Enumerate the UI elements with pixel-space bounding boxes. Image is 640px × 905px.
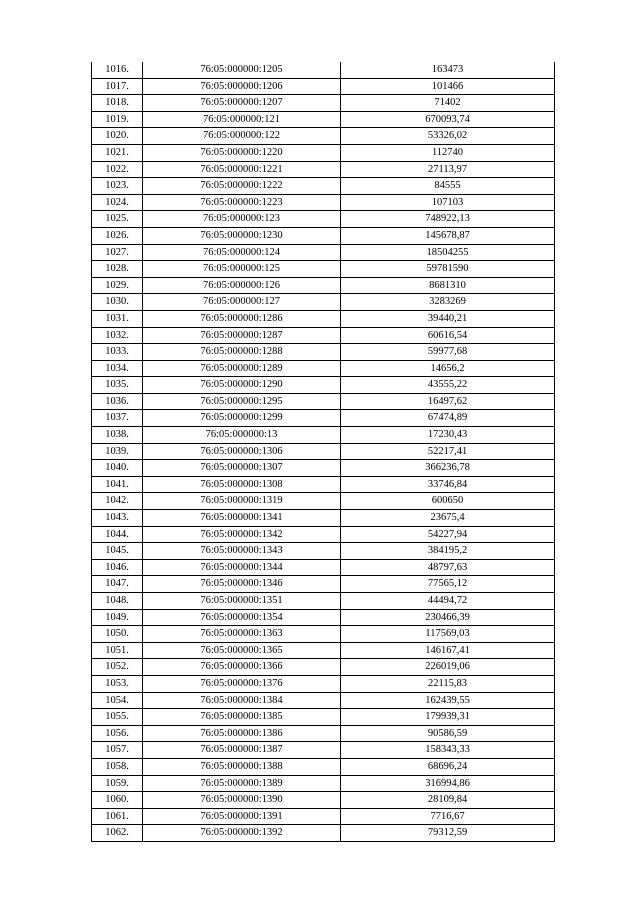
cadastral-number-cell: 76:05:000000:1290 bbox=[143, 377, 341, 394]
cadastral-value-cell: 27113,97 bbox=[341, 161, 555, 178]
table-row bbox=[92, 327, 555, 344]
cadastral-number-cell: 76:05:000000:1206 bbox=[143, 78, 341, 95]
row-number-cell: 1048. bbox=[92, 593, 143, 610]
cadastral-value-cell: 54227,94 bbox=[341, 526, 555, 543]
table-row bbox=[92, 510, 555, 527]
table-row bbox=[92, 775, 555, 792]
cadastral-number-cell: 76:05:000000:1392 bbox=[143, 825, 341, 842]
table-row bbox=[92, 808, 555, 825]
cadastral-value-cell: 117569,03 bbox=[341, 626, 555, 643]
cadastral-value-cell: 316994,86 bbox=[341, 775, 555, 792]
cadastral-number-cell: 76:05:000000:1288 bbox=[143, 344, 341, 361]
cadastral-number-cell: 76:05:000000:1306 bbox=[143, 443, 341, 460]
row-number-cell: 1017. bbox=[92, 78, 143, 95]
cadastral-value-cell: 748922,13 bbox=[341, 211, 555, 228]
cadastral-value-cell: 18504255 bbox=[341, 244, 555, 261]
table-row bbox=[92, 62, 555, 78]
cadastral-value-cell: 90586,59 bbox=[341, 725, 555, 742]
cadastral-number-cell: 76:05:000000:1388 bbox=[143, 758, 341, 775]
cadastral-number-cell: 76:05:000000:1341 bbox=[143, 510, 341, 527]
row-number-cell: 1016. bbox=[92, 62, 143, 78]
row-number-cell: 1045. bbox=[92, 543, 143, 560]
cadastral-value-cell: 226019,06 bbox=[341, 659, 555, 676]
cadastral-number-cell: 76:05:000000:1351 bbox=[143, 593, 341, 610]
cadastral-number-cell: 76:05:000000:1386 bbox=[143, 725, 341, 742]
row-number-cell: 1019. bbox=[92, 111, 143, 128]
table-row bbox=[92, 377, 555, 394]
table-row bbox=[92, 526, 555, 543]
cadastral-value-cell: 107103 bbox=[341, 194, 555, 211]
row-number-cell: 1055. bbox=[92, 709, 143, 726]
cadastral-value-cell: 146167,41 bbox=[341, 642, 555, 659]
table-row bbox=[92, 294, 555, 311]
table-row bbox=[92, 244, 555, 261]
table-row bbox=[92, 427, 555, 444]
cadastral-value-cell: 59781590 bbox=[341, 261, 555, 278]
cadastral-value-cell: 163473 bbox=[341, 62, 555, 78]
cadastral-value-cell: 53326,02 bbox=[341, 128, 555, 145]
row-number-cell: 1031. bbox=[92, 310, 143, 327]
cadastral-number-cell: 76:05:000000:126 bbox=[143, 277, 341, 294]
cadastral-number-cell: 76:05:000000:1344 bbox=[143, 559, 341, 576]
cadastral-number-cell: 76:05:000000:1221 bbox=[143, 161, 341, 178]
cadastral-number-cell: 76:05:000000:1230 bbox=[143, 227, 341, 244]
row-number-cell: 1022. bbox=[92, 161, 143, 178]
cadastral-number-cell: 76:05:000000:1365 bbox=[143, 642, 341, 659]
cadastral-number-cell: 76:05:000000:1295 bbox=[143, 393, 341, 410]
row-number-cell: 1059. bbox=[92, 775, 143, 792]
table-row bbox=[92, 559, 555, 576]
cadastral-value-cell: 16497,62 bbox=[341, 393, 555, 410]
row-number-cell: 1018. bbox=[92, 95, 143, 112]
row-number-cell: 1029. bbox=[92, 277, 143, 294]
table-row bbox=[92, 642, 555, 659]
cadastral-value-cell: 162439,55 bbox=[341, 692, 555, 709]
table-row bbox=[92, 261, 555, 278]
cadastral-number-cell: 76:05:000000:1287 bbox=[143, 327, 341, 344]
table-row bbox=[92, 161, 555, 178]
cadastral-value-cell: 43555,22 bbox=[341, 377, 555, 394]
row-number-cell: 1054. bbox=[92, 692, 143, 709]
table-row bbox=[92, 626, 555, 643]
cadastral-number-cell: 76:05:000000:1307 bbox=[143, 460, 341, 477]
cadastral-value-cell: 59977,68 bbox=[341, 344, 555, 361]
row-number-cell: 1034. bbox=[92, 360, 143, 377]
cadastral-value-cell: 3283269 bbox=[341, 294, 555, 311]
row-number-cell: 1056. bbox=[92, 725, 143, 742]
row-number-cell: 1041. bbox=[92, 476, 143, 493]
row-number-cell: 1023. bbox=[92, 178, 143, 195]
cadastral-number-cell: 76:05:000000:1366 bbox=[143, 659, 341, 676]
cadastral-value-cell: 14656,2 bbox=[341, 360, 555, 377]
cadastral-number-cell: 76:05:000000:1220 bbox=[143, 144, 341, 161]
cadastral-number-cell: 76:05:000000:1376 bbox=[143, 675, 341, 692]
row-number-cell: 1035. bbox=[92, 377, 143, 394]
cadastral-number-cell: 76:05:000000:1286 bbox=[143, 310, 341, 327]
row-number-cell: 1028. bbox=[92, 261, 143, 278]
cadastral-number-cell: 76:05:000000:121 bbox=[143, 111, 341, 128]
table-row bbox=[92, 825, 555, 842]
cadastral-value-cell: 145678,87 bbox=[341, 227, 555, 244]
cadastral-number-cell: 76:05:000000:1207 bbox=[143, 95, 341, 112]
table-row bbox=[92, 725, 555, 742]
table-row bbox=[92, 277, 555, 294]
table-row bbox=[92, 178, 555, 195]
row-number-cell: 1027. bbox=[92, 244, 143, 261]
table-row bbox=[92, 111, 555, 128]
cadastral-number-cell: 76:05:000000:1289 bbox=[143, 360, 341, 377]
row-number-cell: 1033. bbox=[92, 344, 143, 361]
row-number-cell: 1038. bbox=[92, 427, 143, 444]
table-row bbox=[92, 609, 555, 626]
row-number-cell: 1050. bbox=[92, 626, 143, 643]
row-number-cell: 1025. bbox=[92, 211, 143, 228]
cadastral-value-cell: 366236,78 bbox=[341, 460, 555, 477]
table-row bbox=[92, 128, 555, 145]
cadastral-value-cell: 33746,84 bbox=[341, 476, 555, 493]
row-number-cell: 1044. bbox=[92, 526, 143, 543]
table-body bbox=[92, 62, 555, 841]
cadastral-number-cell: 76:05:000000:127 bbox=[143, 294, 341, 311]
row-number-cell: 1043. bbox=[92, 510, 143, 527]
table-row bbox=[92, 675, 555, 692]
cadastral-value-cell: 7716,67 bbox=[341, 808, 555, 825]
cadastral-number-cell: 76:05:000000:1391 bbox=[143, 808, 341, 825]
cadastral-number-cell: 76:05:000000:1363 bbox=[143, 626, 341, 643]
cadastral-value-cell: 384195,2 bbox=[341, 543, 555, 560]
cadastral-value-cell: 230466,39 bbox=[341, 609, 555, 626]
row-number-cell: 1040. bbox=[92, 460, 143, 477]
table-row bbox=[92, 493, 555, 510]
cadastral-value-cell: 22115,83 bbox=[341, 675, 555, 692]
cadastral-number-cell: 76:05:000000:1390 bbox=[143, 792, 341, 809]
row-number-cell: 1047. bbox=[92, 576, 143, 593]
cadastral-number-cell: 76:05:000000:124 bbox=[143, 244, 341, 261]
table-row bbox=[92, 692, 555, 709]
row-number-cell: 1039. bbox=[92, 443, 143, 460]
cadastral-number-cell: 76:05:000000:1384 bbox=[143, 692, 341, 709]
table-row bbox=[92, 393, 555, 410]
table-row bbox=[92, 460, 555, 477]
cadastral-value-cell: 71402 bbox=[341, 95, 555, 112]
cadastral-value-cell: 39440,21 bbox=[341, 310, 555, 327]
cadastral-value-cell: 68696,24 bbox=[341, 758, 555, 775]
cadastral-value-cell: 44494,72 bbox=[341, 593, 555, 610]
cadastral-number-cell: 76:05:000000:1346 bbox=[143, 576, 341, 593]
cadastral-value-cell: 158343,33 bbox=[341, 742, 555, 759]
cadastral-number-cell: 76:05:000000:1222 bbox=[143, 178, 341, 195]
table-row bbox=[92, 593, 555, 610]
table-row bbox=[92, 310, 555, 327]
cadastral-value-cell: 28109,84 bbox=[341, 792, 555, 809]
table-row bbox=[92, 476, 555, 493]
table-row bbox=[92, 443, 555, 460]
cadastral-value-cell: 179939,31 bbox=[341, 709, 555, 726]
cadastral-number-cell: 76:05:000000:1299 bbox=[143, 410, 341, 427]
cadastral-value-cell: 79312,59 bbox=[341, 825, 555, 842]
table-row bbox=[92, 576, 555, 593]
cadastral-number-cell: 76:05:000000:1343 bbox=[143, 543, 341, 560]
cadastral-number-cell: 76:05:000000:123 bbox=[143, 211, 341, 228]
cadastral-number-cell: 76:05:000000:125 bbox=[143, 261, 341, 278]
cadastral-number-cell: 76:05:000000:1308 bbox=[143, 476, 341, 493]
row-number-cell: 1049. bbox=[92, 609, 143, 626]
table-row bbox=[92, 709, 555, 726]
cadastral-value-cell: 67474,89 bbox=[341, 410, 555, 427]
cadastral-number-cell: 76:05:000000:13 bbox=[143, 427, 341, 444]
row-number-cell: 1042. bbox=[92, 493, 143, 510]
row-number-cell: 1053. bbox=[92, 675, 143, 692]
cadastral-value-cell: 8681310 bbox=[341, 277, 555, 294]
table-row bbox=[92, 78, 555, 95]
cadastral-value-cell: 101466 bbox=[341, 78, 555, 95]
cadastral-value-cell: 23675,4 bbox=[341, 510, 555, 527]
table-row bbox=[92, 360, 555, 377]
table-row bbox=[92, 543, 555, 560]
cadastral-number-cell: 76:05:000000:122 bbox=[143, 128, 341, 145]
cadastral-value-cell: 670093,74 bbox=[341, 111, 555, 128]
row-number-cell: 1037. bbox=[92, 410, 143, 427]
table-row bbox=[92, 194, 555, 211]
row-number-cell: 1061. bbox=[92, 808, 143, 825]
row-number-cell: 1032. bbox=[92, 327, 143, 344]
row-number-cell: 1026. bbox=[92, 227, 143, 244]
row-number-cell: 1051. bbox=[92, 642, 143, 659]
row-number-cell: 1058. bbox=[92, 758, 143, 775]
row-number-cell: 1057. bbox=[92, 742, 143, 759]
row-number-cell: 1020. bbox=[92, 128, 143, 145]
cadastral-value-cell: 52217,41 bbox=[341, 443, 555, 460]
cadastral-value-cell: 600650 bbox=[341, 493, 555, 510]
cadastral-value-cell: 84555 bbox=[341, 178, 555, 195]
cadastral-value-cell: 17230,43 bbox=[341, 427, 555, 444]
row-number-cell: 1036. bbox=[92, 393, 143, 410]
row-number-cell: 1021. bbox=[92, 144, 143, 161]
row-number-cell: 1060. bbox=[92, 792, 143, 809]
table-row bbox=[92, 144, 555, 161]
cadastral-value-table bbox=[91, 62, 555, 842]
cadastral-value-cell: 48797,63 bbox=[341, 559, 555, 576]
table-row bbox=[92, 758, 555, 775]
cadastral-number-cell: 76:05:000000:1205 bbox=[143, 62, 341, 78]
table-row bbox=[92, 410, 555, 427]
table-row bbox=[92, 742, 555, 759]
cadastral-number-cell: 76:05:000000:1354 bbox=[143, 609, 341, 626]
table-row bbox=[92, 344, 555, 361]
table-row bbox=[92, 211, 555, 228]
cadastral-number-cell: 76:05:000000:1223 bbox=[143, 194, 341, 211]
cadastral-value-cell: 77565,12 bbox=[341, 576, 555, 593]
row-number-cell: 1030. bbox=[92, 294, 143, 311]
table-row bbox=[92, 227, 555, 244]
cadastral-number-cell: 76:05:000000:1342 bbox=[143, 526, 341, 543]
row-number-cell: 1024. bbox=[92, 194, 143, 211]
table-row bbox=[92, 95, 555, 112]
table-row bbox=[92, 659, 555, 676]
row-number-cell: 1046. bbox=[92, 559, 143, 576]
cadastral-number-cell: 76:05:000000:1389 bbox=[143, 775, 341, 792]
table-row bbox=[92, 792, 555, 809]
cadastral-number-cell: 76:05:000000:1387 bbox=[143, 742, 341, 759]
row-number-cell: 1062. bbox=[92, 825, 143, 842]
cadastral-value-cell: 112740 bbox=[341, 144, 555, 161]
cadastral-value-cell: 60616,54 bbox=[341, 327, 555, 344]
cadastral-number-cell: 76:05:000000:1319 bbox=[143, 493, 341, 510]
row-number-cell: 1052. bbox=[92, 659, 143, 676]
cadastral-number-cell: 76:05:000000:1385 bbox=[143, 709, 341, 726]
